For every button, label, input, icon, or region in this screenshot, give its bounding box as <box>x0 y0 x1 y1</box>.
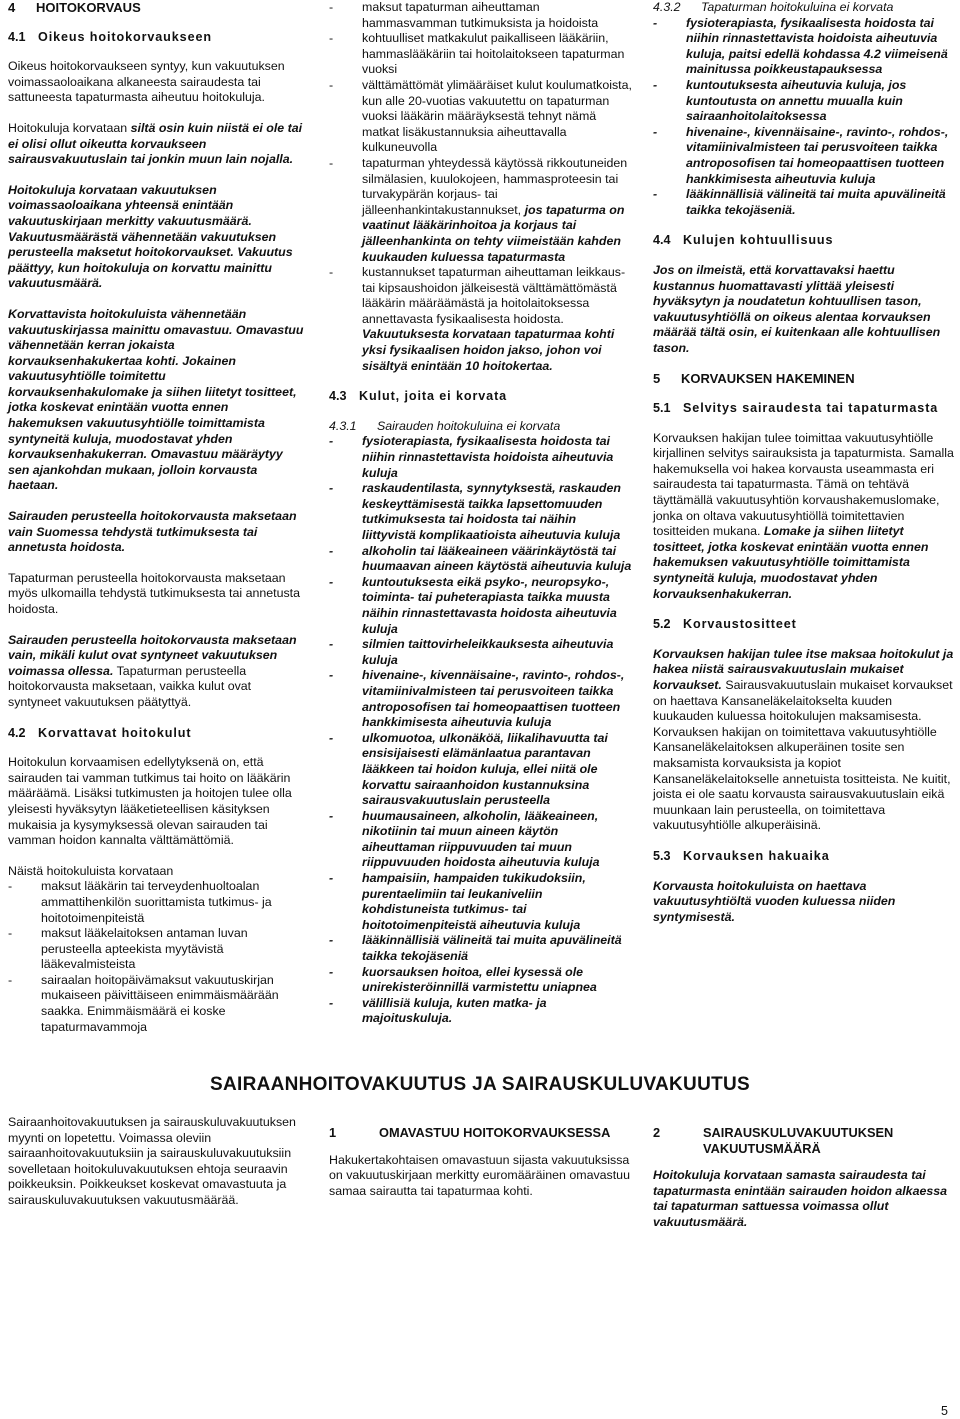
paragraph-oikeus: Oikeus hoitokorvaukseen syntyy, kun vakuutuksen voimassaoloaikana alkaneesta sairaudesta tai sattuneesta tapaturmasta aiheutuu hoitokuluja. <box>8 59 285 105</box>
heading-title: Oikeus hoitokorvaukseen <box>38 29 212 44</box>
list-item: - kohtuulliset matkakulut paikalliseen lääkäriin, hammaslääkäriin tai hoitolaitokseen tapaturman vuoksi <box>329 31 632 78</box>
heading-title: HOITOKORVAUS <box>36 0 141 15</box>
heading-number: 4.1 <box>8 29 26 44</box>
heading-number: 5 <box>653 371 661 387</box>
list-item: - hivenaine-, kivennäisaine-, ravinto-, rohdos-, vitamiinivalmisteen tai perusvoiteen taikka antroposofisen tai homeopaattisen tuotteen hankkimisesta aiheutuvia kuluja <box>329 668 632 730</box>
list-item: - maksut tapaturman aiheuttaman hammasvamman tutkimuksista ja hoidoista <box>329 0 632 31</box>
text-run: tapaturman yhteydessä käytössä rikkoutuneiden silmälasien, kuulokojeen, hammasproteesin tai turvakypärän korjaus- tai jälleenhankintakustannukset, <box>362 155 628 217</box>
text-run-emphasis: Vakuutuksesta korvataan tapaturmaa kohti yksi fysikaalisen hoidon jakso, johon voi sisältyä enintään 10 hoitokertaa. <box>362 327 615 373</box>
heading-number: 4 <box>8 0 16 15</box>
text-run: Korvauksen hakijan tulee toimittaa vakuutusyhtiölle kirjallinen selvitys sairauksista ja tapaturmista. Samalla hakemuksella voi hakea korvausta useammasta eri sairaudesta tai tapaturmasta. Tämä on tehtävä täyttämällä vakuutusyhtiön korvaushakemuslomake, jonka on oltava vakuutusyhtiöllä toimitettavien tositteiden mukana. <box>653 430 954 539</box>
list-sairaus-ei-korvata <box>329 434 632 1027</box>
section-heading-5-1 <box>653 401 956 417</box>
heading-number: 1 <box>329 1125 337 1140</box>
heading-title: Tapaturman hoitokuluina ei korvata <box>701 0 894 14</box>
list-item: - kuntoutuksesta eikä psyko-, neuropsyko-, toiminta- tai puheterapiasta taikka muusta näihin rinnastettavasta hoidosta aiheutuvia kuluja <box>329 575 632 637</box>
text-run: Tapaturman perusteella hoitokorvausta maksetaan, vaikka kulut ovat syntyneet vakuutuksen päätyttyä. <box>8 663 252 709</box>
heading-title: Korvattavat hoitokulut <box>38 725 192 740</box>
list-item: - maksut lääkärin tai terveydenhuoltoalan ammattihenkilön suorittamista tutkimus- ja hoitotoimenpiteistä <box>8 879 305 926</box>
heading-title: KORVAUKSEN HAKEMINEN <box>681 371 855 387</box>
list-item: - kuorsauksen hoitoa, ellei kysessä ole unirekisteröinnillä varmistettu uniapnea <box>329 965 632 996</box>
list-item: - fysioterapiasta, fysikaalisesta hoidosta tai niihin rinnastettavista hoidoista aiheutuvia kuluja <box>329 434 632 481</box>
text-run: Sairausvakuutuslain mukaiset korvaukset on haettava Kansaneläkelaitokselta kuuden kuukauden kuluessa hoitokulujen maksamisesta. Korvauksen hakijan on toimitettava vakuutusyhtiölle Kansaneläkelaitoksen alkuperäinen tosite sen maksamista korvauksista ja kopiot Kansaneläkelaitokselle annetuista tositteista. Ne kuitit, joista ei ole saatu korvausta sairausvakuutuslain eikä muunkaan lain perusteella, on toimitettava vakuutusyhtiölle alkuperäisinä. <box>653 677 953 833</box>
list-item: - lääkinnällisiä välineitä tai muita apuvälineitä taikka tekojäseniä. <box>653 187 956 218</box>
column-2 <box>329 0 632 1042</box>
list-item: - välillisiä kuluja, kuten matka- ja majoituskuluja. <box>329 996 632 1027</box>
section-heading-4-1 <box>8 30 305 46</box>
heading-title: Korvaustositteet <box>683 617 797 632</box>
heading-number: 4.3 <box>329 389 347 404</box>
heading-title: Korvauksen hakuaika <box>683 848 830 863</box>
paragraph-suomessa: Sairauden perusteella hoitokorvausta maksetaan vain Suomessa tehdystä tutkimuksesta tai annetusta hoidosta. <box>8 509 297 555</box>
list-item: - raskaudentilasta, synnytyksestä, raskauden keskeyttämisestä taikka lapsettomuuden tutkimuksesta tai hoidosta tai näihin liittyvistä komplikaatioista aiheutuvia kuluja <box>329 481 632 543</box>
section-heading-omavastuu <box>329 1125 632 1141</box>
bottom-column-2 <box>329 1125 632 1214</box>
section-heading-4-2 <box>8 726 305 742</box>
list-item: - hivenaine-, kivennäisaine-, ravinto-, rohdos-, vitamiinivalmisteen tai perusvoiteen taikka antroposofisen tai homeopaattisen tuotteen hankkimisesta aiheutuvia kuluja <box>653 125 956 187</box>
text-run-emphasis: jos tapaturma on vaatinut lääkärinhoitoa ja korjaus tai jälleenhankinta on tehty viimeistään kahden kuukauden kuluessa tapaturmasta <box>362 202 625 264</box>
list-item: - alkoholin tai lääkeaineen väärinkäytöstä tai huumaavan aineen käytöstä aiheutuvia kuluja <box>329 544 632 575</box>
heading-title: Kulujen kohtuullisuus <box>683 233 834 248</box>
list-item: - huumausaineen, alkoholin, lääkeaineen, nikotiinin tai muun aineen käytön aiheuttaman riippuvuuden tai muun riippuvuuden hoidosta aiheutuvia kuluja <box>329 809 632 871</box>
paragraph-kohtuullisuus: Jos on ilmeistä, että korvattavaksi haettu kustannus huomattavasti ylittää yleisesti hyväksytyn ja noudatetun kohtuullisen tason, vakuutusyhtiöllä on oikeus alentaa korvauksen määrää tältä osin, ei kuitenkaan alle kohtuullisen tason. <box>653 262 941 355</box>
section-heading-5-3 <box>653 849 956 865</box>
paragraph-omavastuu: Korvattavista hoitokuluista vähennetään vakuutuskirjassa mainittu omavastuu. Omavastuu vähennetään kerran jokaista korvauksenhakukertaa kohti. Jokainen vakuutusyhtiölle toimitettu korvauksenhakulomake ja siihen liitetyt tositteet, jotka koskevat enintään vuotta ennen hakemuksen vakuutusyhtiölle toimittamista syntyneitä kuluja, muodostavat yhden korvauksenhakukerran. Omavastuu määräytyy sen ajankohdan mukaan, jolloin korvausta haetaan. <box>8 306 304 493</box>
paragraph-korvataan-osin <box>8 121 305 168</box>
section-heading-5-2 <box>653 617 956 633</box>
heading-title: Selvitys sairaudesta tai tapaturmasta <box>683 401 939 416</box>
section-title: SAIRAANHOITOVAKUUTUS JA SAIRAUSKULUVAKUUTUS <box>210 1074 750 1095</box>
list-tapaturma-ei-korvata <box>653 16 956 219</box>
page-number: 5 <box>941 1404 948 1418</box>
list-item: - lääkinnällisiä välineitä tai muita apuvälineitä taikka tekojäseniä <box>329 933 632 964</box>
list-item: - kuntoutuksesta aiheutuvia kuluja, jos kuntoutusta on annettu muualla kuin sairaanhoitolaitoksessa <box>653 78 956 125</box>
bottom-column-1 <box>8 1115 305 1224</box>
heading-title: OMAVASTUU HOITOKORVAUKSESSA <box>379 1125 611 1140</box>
list-item <box>329 156 632 265</box>
bottom-column-3 <box>653 1125 956 1246</box>
heading-title: Kulut, joita ei korvata <box>359 389 508 404</box>
paragraph-ulkomailla: Tapaturman perusteella hoitokorvausta maksetaan myös ulkomailla tehdystä tutkimuksesta tai annetusta hoidosta. <box>8 570 301 616</box>
text-run: Hoitokuluja korvataan <box>8 120 131 135</box>
heading-number: 5.2 <box>653 617 671 632</box>
heading-number: 4.3.2 <box>653 0 681 14</box>
text-run-emphasis: Lomake ja siihen liitetyt tositteet, jotka koskevat enintään vuotta ennen hakemuksen vakuutusyhtiölle toimittamista syntyneitä kuluja, muodostavat yhden korvauksenhakukerran. <box>653 524 929 601</box>
heading-number: 4.3.1 <box>329 418 357 433</box>
paragraph-hakuaika: Korvausta hoitokuluista on haettava vakuutusyhtiöltä vuoden kuluessa niiden syntymisestä. <box>653 878 896 924</box>
paragraph-tositteet <box>653 647 956 834</box>
paragraph-vakuutusmaara: Hoitokuluja korvataan vakuutuksen voimassaoloaikana yhteensä enintään vakuutuskirjaan merkitty vakuutusmäärä. Vakuutusmäärästä vähennetään vakuutuksen perusteella maksetut hoitokorvaukset. Vakuutus päättyy, kun hoitokuluja on korvattu mainittu vakuutusmäärä. <box>8 182 293 291</box>
heading-number: 4.4 <box>653 233 671 248</box>
heading-number: 2 <box>653 1125 661 1140</box>
list-item: - maksut lääkelaitoksen antaman luvan perusteella apteekista myytävistä lääkevalmisteista <box>8 926 305 973</box>
paragraph-edellytys: Hoitokulun korvaamisen edellytyksenä on, että sairauden tai vamman tutkimus tai hoito on lääkärin määräämä. Lisäksi tutkimusten ja hoitojen tulee olla yleisesti hyväksytyn lääketieteellisen käsityksen mukaisia ja kysymyksessä olevan sairauden tai vamman hoidon kannalta välttämättömiä. <box>8 755 292 848</box>
column-1 <box>8 0 305 1050</box>
list-item: - fysioterapiasta, fysikaalisesta hoidosta tai niihin rinnastettavista hoidoista aiheutuvia kuluja, paitsi edellä kohdassa 4.2 viimeisenä mainitussa poikkeustapauksessa <box>653 16 956 78</box>
list-item: - sairaalan hoitopäivämaksut vakuutuskirjan mukaiseen päivittäiseen enimmäismäärään saakka. Enimmäismäärä ei koske tapaturmavammoja <box>8 973 305 1035</box>
section-heading-4-4 <box>653 233 956 249</box>
list-korvattavat <box>8 879 305 1035</box>
text-run-emphasis: siltä osin kuin niistä ei ole tai ei olisi ollut oikeutta korvaukseen sairausvakuutuslain tai jonkin muun lain nojalla. <box>8 120 303 167</box>
paragraph-omavastuu-bottom: Hakukertakohtaisen omavastuun sijasta vakuutuksissa on vakuutuskirjaan merkitty euromääräinen omavastuu samaa sairautta tai tapaturmaa kohti. <box>329 1152 630 1198</box>
section-heading-4 <box>8 0 305 16</box>
heading-number: 5.1 <box>653 401 671 416</box>
section-heading-4-3-1 <box>329 419 632 435</box>
list-item: - silmien taittovirheleikkauksesta aiheutuvia kuluja <box>329 637 632 668</box>
paragraph-intro: Sairaanhoitovakuutuksen ja sairauskuluvakuutuksen myynti on lopetettu. Voimassa oleviin sairaanhoitovakuutuksiin ja sairauskuluvakuutuksiin sovelletaan hoitokuluvakuutuksen ehtoja seuraavin poikkeuksin. Poikkeukset koskevat omavastuuta ja sairauskuluvakuutuksen vakuutusmäärää. <box>8 1115 296 1207</box>
paragraph-vakuutusmaara-bottom: Hoitokuluja korvataan samasta sairaudesta tai tapaturmasta enintään sairauden hoidon alkaessa tai tapaturman sattuessa voimassa ollut vakuutusmäärä. <box>653 1168 948 1229</box>
heading-title: Sairauden hoitokuluina ei korvata <box>377 418 561 433</box>
section-heading-4-3-2 <box>653 0 956 16</box>
list-item: - ulkomuotoa, ulkonäköä, liikalihavuutta tai ensisijaisesti elämänlaatua parantavan lääkkeen tai hoidon kuluja, ellei niitä ole korvattu sairaanhoidon kustannuksina sairausvakuutuslain perusteella <box>329 731 632 809</box>
section-heading-vakuutusmaara <box>653 1125 956 1156</box>
column-3 <box>653 0 956 940</box>
heading-number: 4.2 <box>8 725 26 740</box>
section-heading-5 <box>653 371 956 387</box>
section-heading-4-3 <box>329 389 632 405</box>
paragraph-selvitys <box>653 431 956 603</box>
list-item <box>329 265 632 374</box>
list-item: - välttämättömät ylimääräiset kulut koulumatkoista, kun alle 20-vuotias vakuutettu on tapaturman vuoksi lääkärin määräyksestä tehnyt nämä matkat lisäkustannuksia aiheuttavalla kulkuneuvolla <box>329 78 632 156</box>
paragraph-naista: Näistä hoitokuluista korvataan <box>8 863 174 878</box>
heading-number: 5.3 <box>653 848 671 863</box>
heading-title: SAIRAUSKULUVAKUUTUKSEN VAKUUTUSMÄÄRÄ <box>703 1125 894 1156</box>
list-item: - hampaisiin, hampaiden tukikudoksiin, purentaelimiin tai leukaniveliin kohdistuneista tutkimus- tai hoitotoimenpiteistä aiheutuvia kuluja <box>329 871 632 933</box>
paragraph-voimassa-ollessa <box>8 633 305 711</box>
text-run-emphasis: Sairauden perusteella hoitokorvausta maksetaan vain, mikäli kulut ovat syntyneet vakuutuksen voimassa ollessa. <box>8 632 297 678</box>
text-run: kustannukset tapaturman aiheuttaman leikkaus- tai kipsaushoidon jälkeisestä välttämättömästä lääkärin määräämästä ja hoitolaitoksessa annettavasta fysikaalisesta hoidosta. <box>362 265 626 326</box>
list-korvattavat-cont <box>329 0 632 374</box>
text-run-emphasis: Korvauksen hakijan tulee itse maksaa hoitokulut ja hakea niistä sairausvakuutuslain mukaiset korvaukset. <box>653 646 954 692</box>
